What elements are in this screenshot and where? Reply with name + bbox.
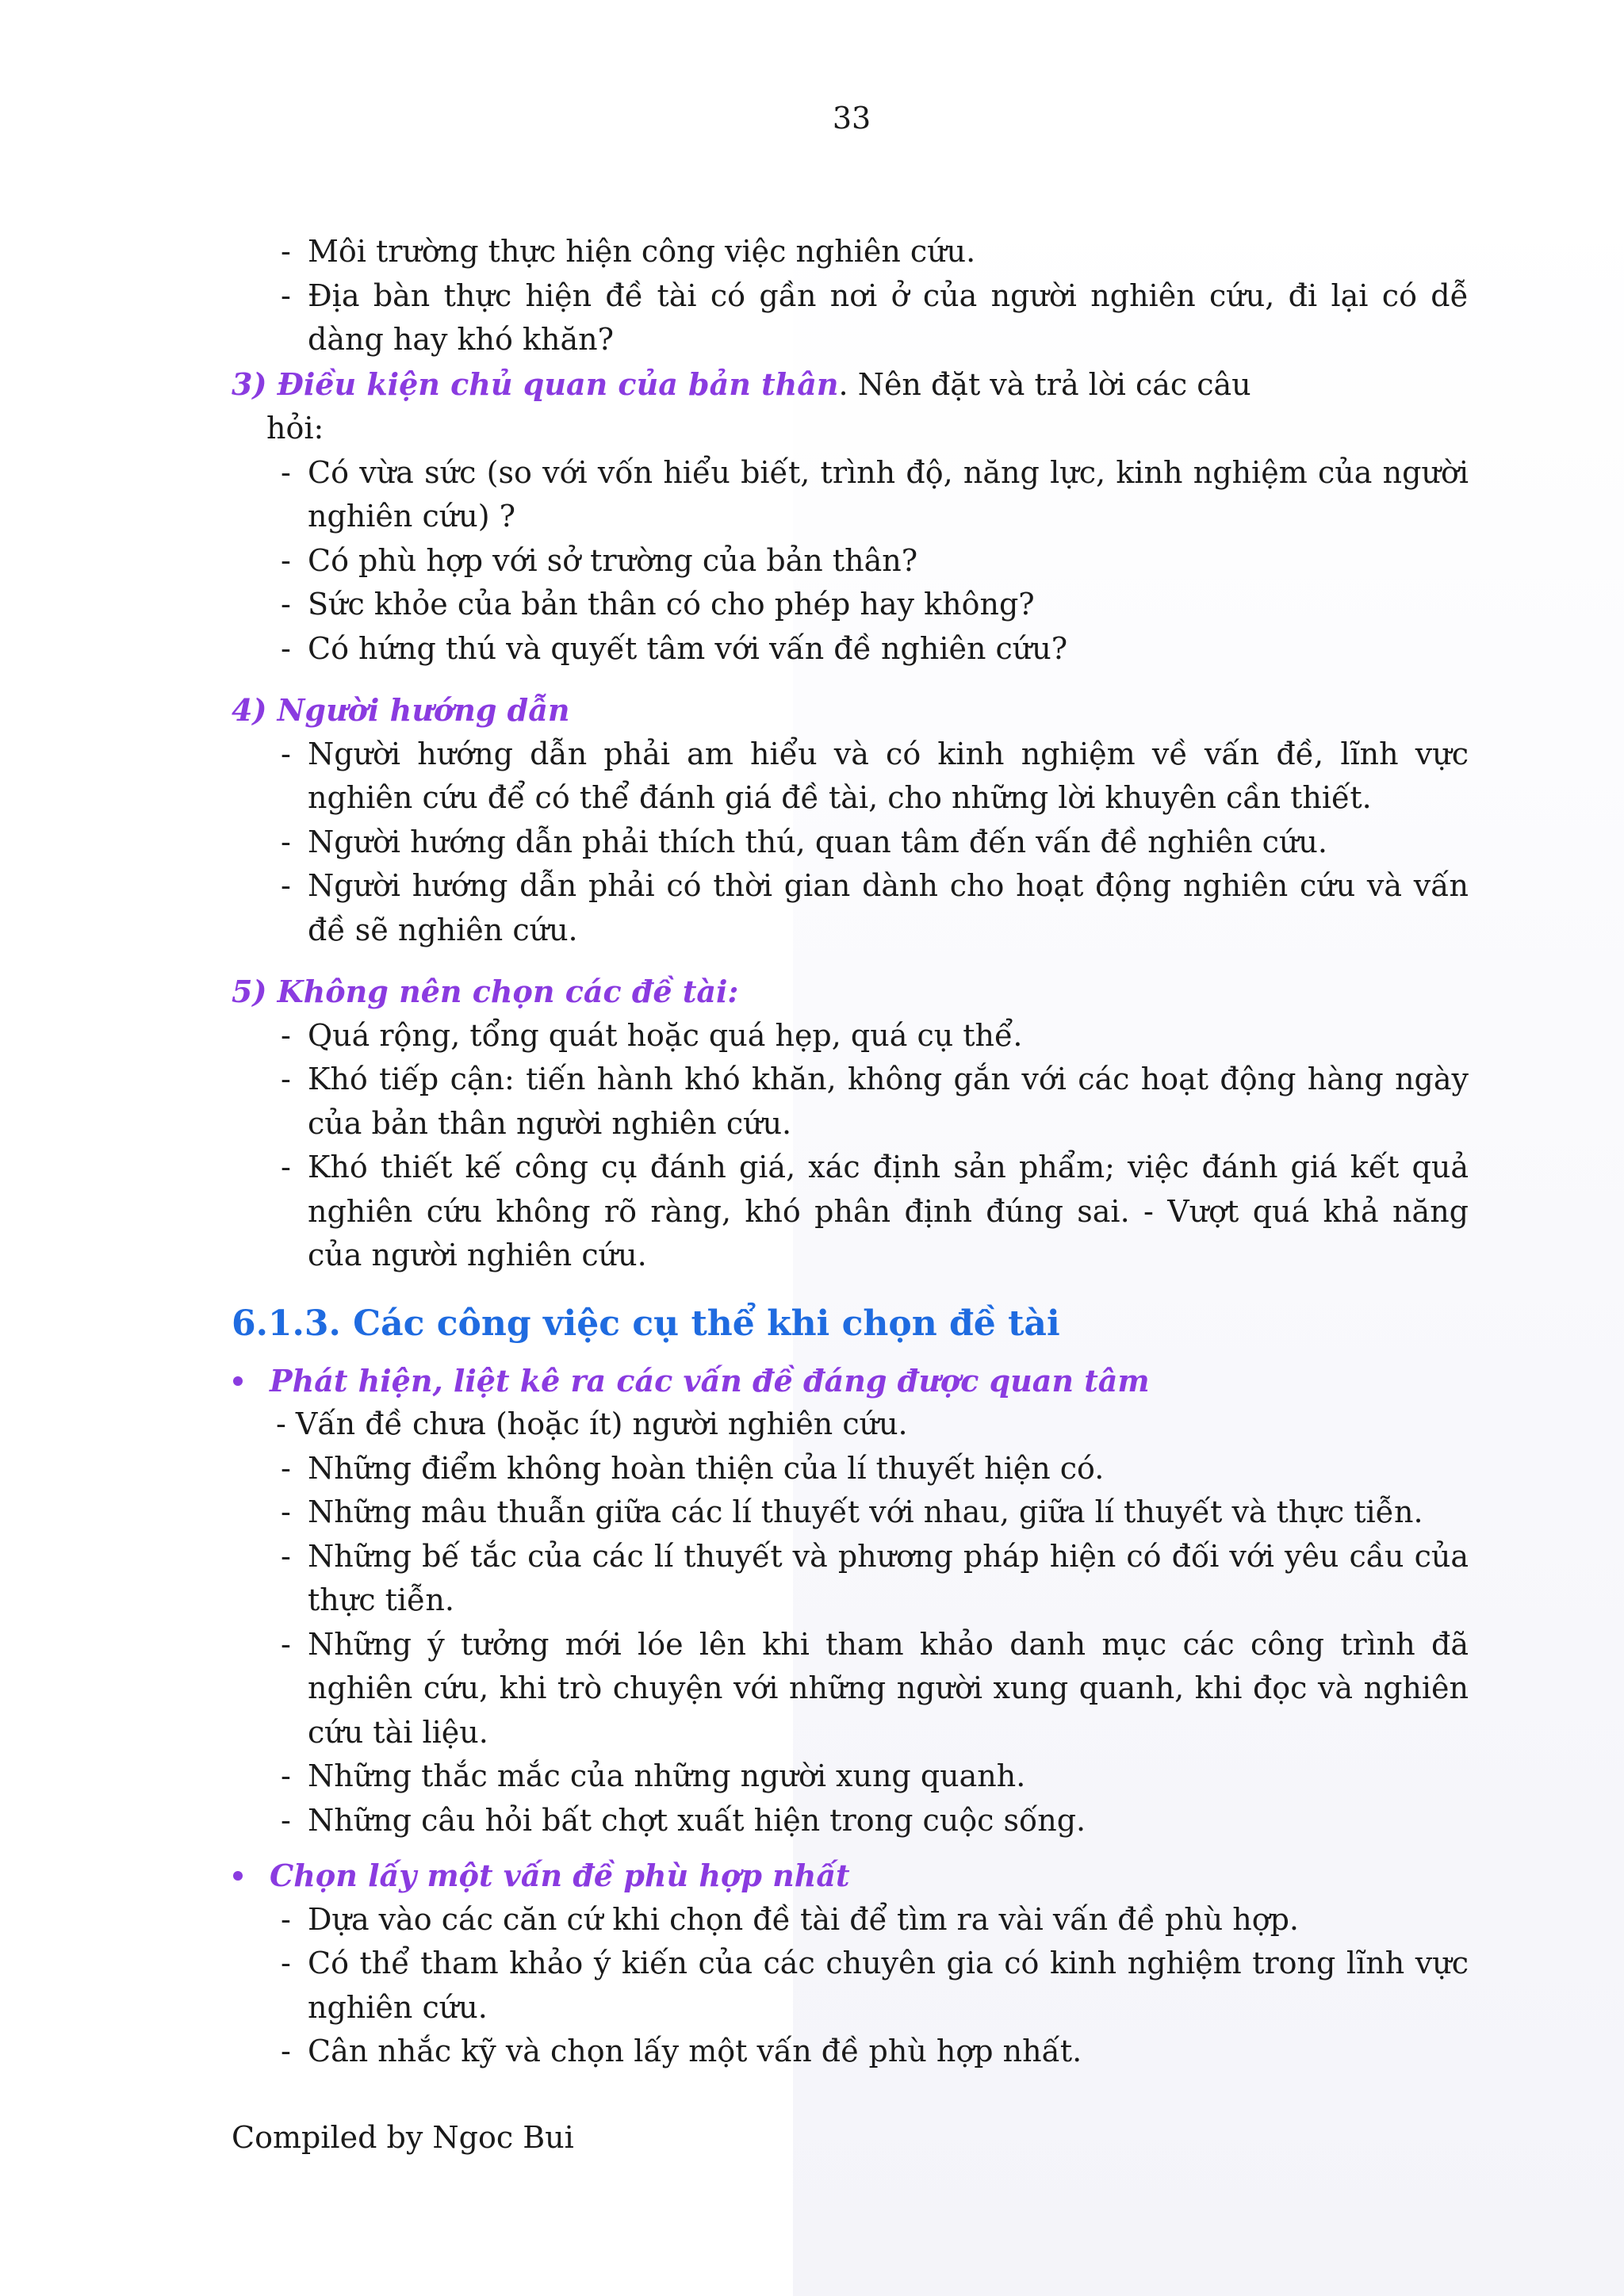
list-item-text: Quá rộng, tổng quát hoặc quá hẹp, quá cụ thể. (308, 1017, 1023, 1053)
list-item-text: Dựa vào các căn cứ khi chọn đề tài để tìm ra vài vấn đề phù hợp. (308, 1901, 1300, 1937)
list-item (232, 1755, 1469, 1799)
list-item (232, 733, 1469, 821)
list-item-text: Những câu hỏi bất chợt xuất hiện trong cuộc sống. (308, 1802, 1086, 1838)
list-item (232, 1402, 1469, 1447)
list-item-text: Có vừa sức (so với vốn hiểu biết, trình độ, năng lực, kinh nghiệm của người nghiên cứu) ? (308, 454, 1469, 534)
list-item (232, 1942, 1469, 2030)
dash-marker: - (281, 824, 291, 859)
list-item (232, 583, 1469, 627)
list-item-text: Có thể tham khảo ý kiến của các chuyên gia có kinh nghiệm trong lĩnh vực nghiên cứu. (308, 1946, 1469, 2025)
list-item (232, 1447, 1469, 1491)
list-item-text: Cân nhắc kỹ và chọn lấy một vấn đề phù hợp nhất. (308, 2034, 1082, 2068)
bullet-dot-icon (233, 1871, 243, 1881)
list-item (232, 451, 1469, 539)
list-item-text: Những mâu thuẫn giữa các lí thuyết với nhau, giữa lí thuyết và thực tiễn. (308, 1494, 1423, 1529)
dash-marker: - (281, 234, 291, 269)
list-item-text: Khó thiết kế công cụ đánh giá, xác định sản phẩm; việc đánh giá kết quả nghiên cứu không rõ ràng, khó phân định đúng sai. - Vượt quá khả năng của người nghiên cứu. (308, 1150, 1469, 1272)
list-item-text: - Vấn đề chưa (hoặc ít) người nghiên cứu. (276, 1406, 908, 1441)
list-item-text: Người hướng dẫn phải thích thú, quan tâm đến vấn đề nghiên cứu. (308, 824, 1327, 859)
list-item-text: Có phù hợp với sở trường của bản thân? (308, 542, 918, 578)
subsection-lead: . Nên đặt và trả lời các câu (838, 366, 1251, 402)
list-item (232, 1799, 1469, 1843)
list-item-text: Người hướng dẫn phải có thời gian dành cho hoạt động nghiên cứu và vấn đề sẽ nghiên cứu. (308, 868, 1469, 947)
list-item-text: Địa bàn thực hiện đề tài có gần nơi ở của người nghiên cứu, đi lại có dễ dàng hay khó khăn? (308, 277, 1469, 357)
list-item-text: Có hứng thú và quyết tâm với vấn đề nghiên cứu? (308, 630, 1068, 666)
dash-marker: - (281, 1538, 291, 1574)
dash-marker: - (281, 630, 291, 666)
dash-marker: - (281, 1494, 291, 1529)
dash-marker: - (281, 736, 291, 771)
subsection-heading-5: 5) Không nên chọn các đề tài: (232, 974, 739, 1009)
dash-marker: - (281, 868, 291, 903)
dash-marker: - (281, 1450, 291, 1486)
list-item-text: Những thắc mắc của những người xung quanh. (308, 1758, 1026, 1793)
list-item-text: Môi trường thực hiện công việc nghiên cứu. (308, 234, 976, 269)
list-item (232, 864, 1469, 952)
subsection-title: 3) Điều kiện chủ quan của bản thân (232, 365, 839, 402)
footer-credit: Compiled by Ngoc Bui (232, 2120, 574, 2155)
page-number: 33 (832, 101, 871, 136)
bullet-heading-text: Phát hiện, liệt kê ra các vấn đề đáng được quan tâm (270, 1362, 1150, 1399)
dash-marker: - (281, 1946, 291, 1980)
dash-marker: - (281, 587, 291, 622)
bullet-dot-icon (233, 1376, 243, 1386)
list-item (232, 1623, 1469, 1755)
dash-marker: - (281, 1150, 291, 1184)
list-item (232, 2030, 1469, 2074)
list-item (232, 1898, 1469, 1942)
subsection-heading-4: 4) Người hướng dẫn (232, 692, 570, 728)
page-content (232, 230, 1469, 2074)
list-item-text: Khó tiếp cận: tiến hành khó khăn, không gắn với các hoạt động hàng ngày của bản thân người nghiên cứu. (308, 1062, 1469, 1141)
list-item (232, 1146, 1469, 1278)
bullet-heading-text: Chọn lấy một vấn đề phù hợp nhất (270, 1858, 850, 1893)
dash-marker: - (281, 1802, 291, 1838)
dash-marker: - (281, 1062, 291, 1096)
list-item-text: Sức khỏe của bản thân có cho phép hay không? (308, 587, 1035, 622)
subsection-heading-3 (232, 362, 1469, 408)
list-item (232, 1490, 1469, 1535)
list-item (232, 821, 1469, 865)
list-item (232, 274, 1469, 362)
dash-marker: - (281, 277, 291, 313)
dash-marker: - (281, 1626, 291, 1662)
list-item-text: Người hướng dẫn phải am hiểu và có kinh nghiệm về vấn đề, lĩnh vực nghiên cứu để có thể đánh giá đề tài, cho những lời khuyên cần thiết. (308, 736, 1469, 815)
list-item-text: Những ý tưởng mới lóe lên khi tham khảo danh mục các công trình đã nghiên cứu, khi trò chuyện với những người xung quanh, khi đọc và nghiên cứu tài liệu. (308, 1626, 1469, 1750)
dash-marker: - (281, 1017, 291, 1053)
list-item (232, 230, 1469, 274)
list-item (232, 1535, 1469, 1623)
subsection-lead-continuation: hỏi: (266, 411, 324, 446)
dash-marker: - (281, 2034, 291, 2068)
list-item (232, 1058, 1469, 1146)
list-item (232, 539, 1469, 584)
section-title: 6.1.3. Các công việc cụ thể khi chọn đề tài (232, 1303, 1060, 1344)
list-item-text: Những bế tắc của các lí thuyết và phương pháp hiện có đối với yêu cầu của thực tiễn. (308, 1538, 1469, 1617)
dash-marker: - (281, 1901, 291, 1937)
list-item (232, 627, 1469, 672)
bullet-heading (232, 1854, 1469, 1898)
bullet-heading (232, 1359, 1469, 1403)
dash-marker: - (281, 542, 291, 578)
list-item (232, 1014, 1469, 1058)
dash-marker: - (281, 1758, 291, 1793)
list-item-text: Những điểm không hoàn thiện của lí thuyết hiện có. (308, 1450, 1105, 1486)
dash-marker: - (281, 454, 291, 490)
